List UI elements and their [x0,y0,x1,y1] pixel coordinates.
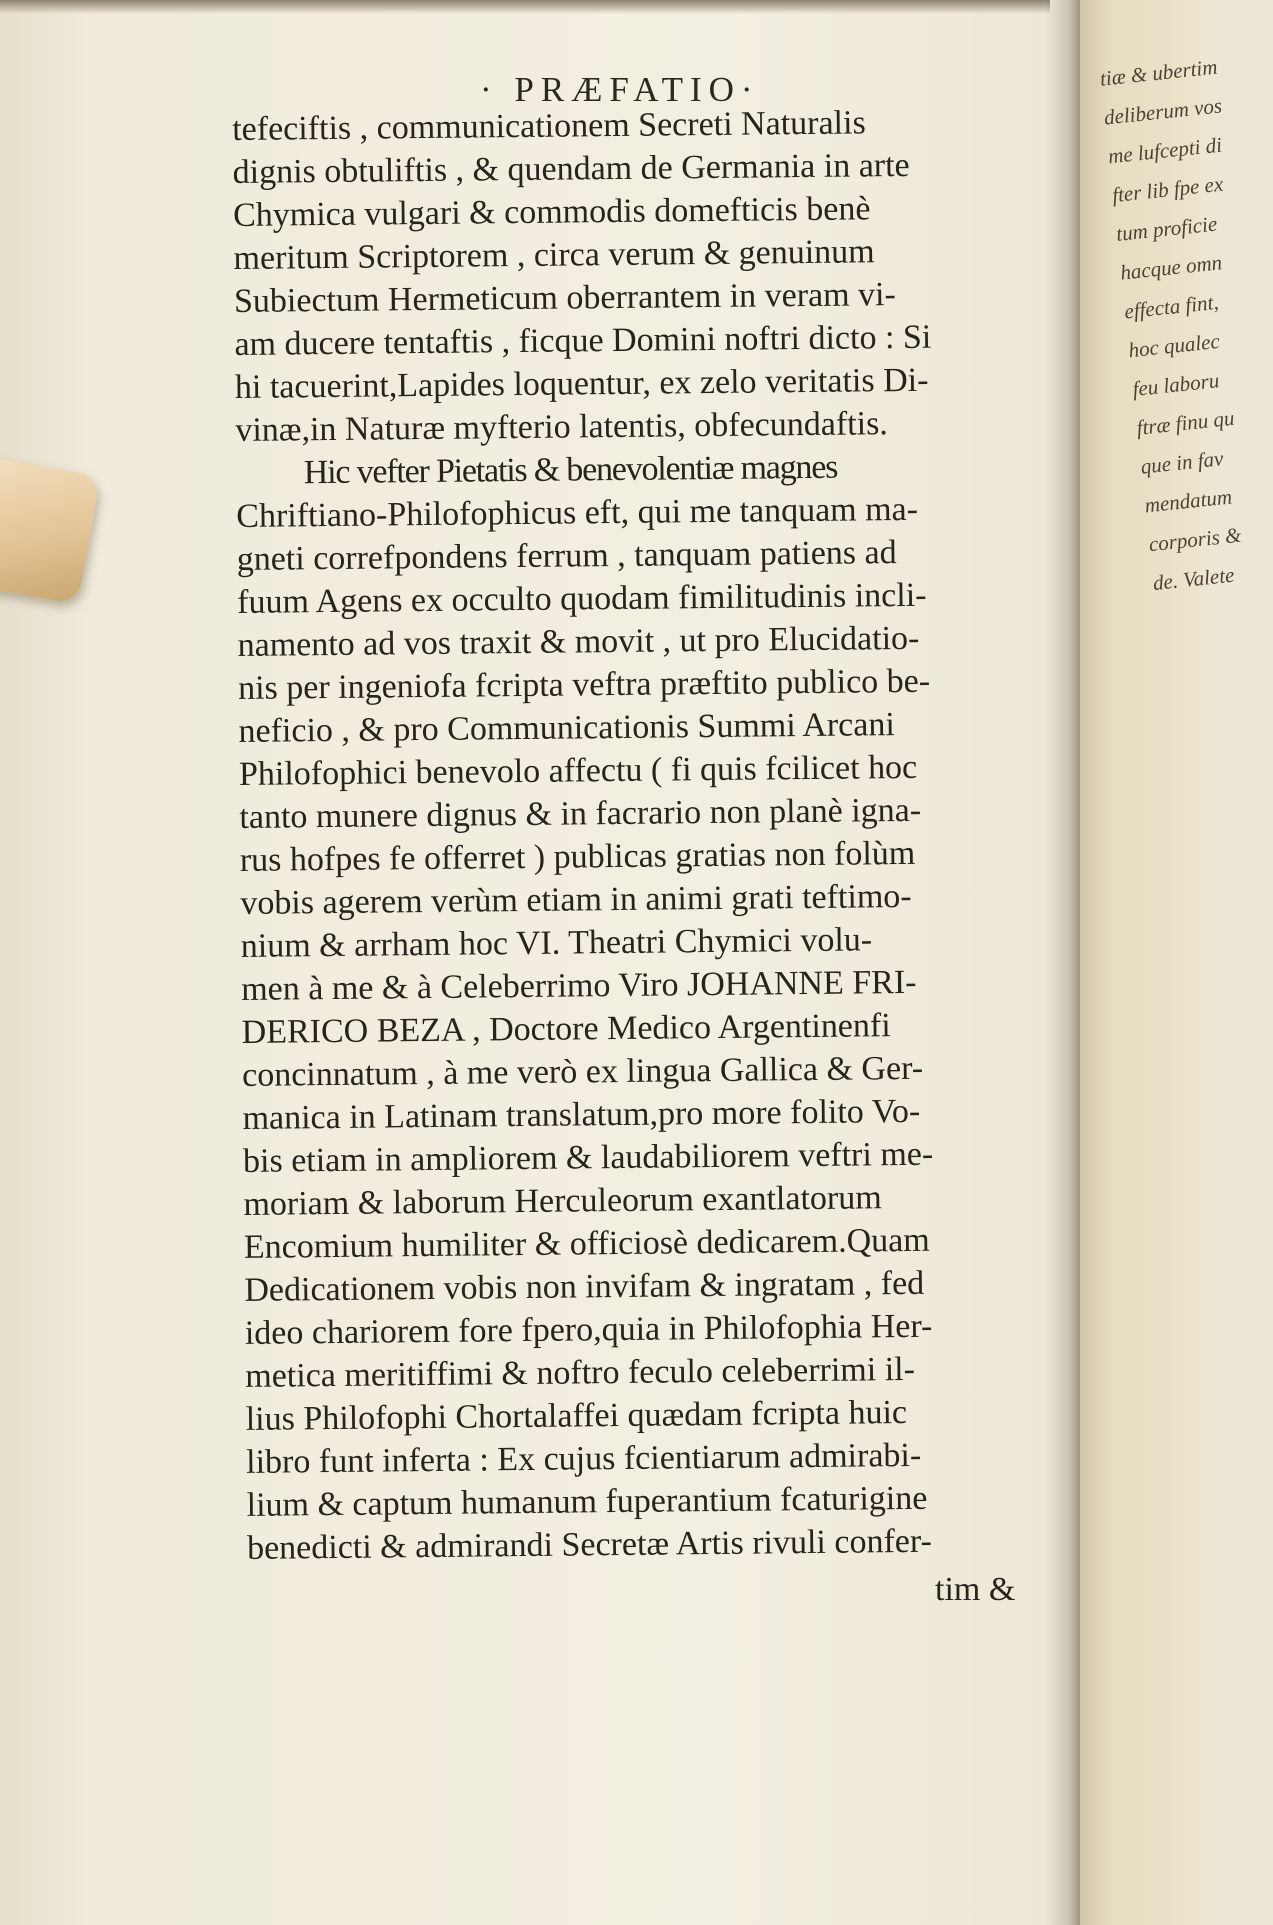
text-line: nium & arrham hoc VI. Theatri Chymici volu- [240,921,873,965]
adjacent-text-line: effecta fint, [1123,289,1220,324]
adjacent-text-line: ftræ finu qu [1135,405,1236,440]
text-line: moriam & laborum Herculeorum exantlatorum [243,1179,882,1223]
running-head: · PRÆFATIO· [480,70,760,109]
text-line: Hic vefter Pietatis & benevolentiæ magnes [303,448,838,492]
text-line: vinæ,in Naturæ myfterio latentis, obfecundaftis. [235,405,889,449]
text-line: neficio , & pro Communicationis Summi Arcani [238,706,895,750]
adjacent-text-line: corporis & [1147,522,1243,557]
gutter-shadow [1045,0,1080,1925]
adjacent-text-line: feu laboru [1131,368,1221,402]
text-line: metica meritiffimi & noftro feculo celeberrimi il- [245,1350,916,1395]
adjacent-text-line: hoc qualec [1127,328,1221,363]
adjacent-text-line: deliberum vos [1102,93,1224,130]
adjacent-text-line: que in fav [1139,446,1225,479]
adjacent-text-line: tum proficie [1115,211,1219,246]
text-line: men à me & à Celeberrimo Viro JOHANNE FRI- [241,963,917,1008]
text-line: Dedicationem vobis non invifam & ingratam , fed [244,1264,925,1309]
text-line: fuum Agens ex occulto quodam fimilitudinis incli- [236,576,927,621]
text-line: libro funt inferta : Ex cujus fcientiarum admirabi- [245,1436,922,1481]
text-line: vobis agerem verùm etiam in animi grati teftimo- [240,877,912,922]
text-line: ideo chariorem fore fpero,quia in Philofophia Her- [244,1307,933,1352]
text-line: DERICO BEZA , Doctore Medico Argentinenfi [241,1007,891,1051]
text-line: Encomium humiliter & officiosè dedicarem.Quam [243,1221,930,1266]
adjacent-text-line: tiæ & ubertim [1098,54,1219,91]
text-line: Philofophici benevolo affectu ( fi quis fcilicet hoc [238,748,918,793]
adjacent-text-line: mendatum [1143,484,1234,518]
text-line: concinnatum , à me verò ex lingua Gallica & Ger- [241,1049,924,1094]
adjacent-text-line: fter lib fpe ex [1110,171,1225,208]
text-line: Subiectum Hermeticum oberrantem in veram vi- [233,276,897,320]
text-line: tanto munere dignus & in facrario non planè igna- [239,791,922,836]
text-line: lius Philofophi Chortalaffei quædam fcripta huic [245,1394,908,1438]
text-line: nis per ingeniofa fcripta veftra præftito publico be- [237,662,931,707]
page-top-edge [0,0,1050,14]
text-line: manica in Latinam translatum,pro more folito Vo- [242,1092,921,1137]
body-text [232,100,1047,1570]
text-line: meritum Scriptorem , circa verum & genuinum [233,233,875,277]
text-line: bis etiam in ampliorem & laudabiliorem veftri me- [242,1135,934,1180]
text-line: hi tacuerint,Lapides loquentur, ex zelo veritatis Di- [234,361,929,406]
text-line: gneti correfpondens ferrum , tanquam patiens ad [236,534,897,578]
text-line: dignis obtuliftis , & quendam de Germania in arte [232,146,910,191]
text-line: lium & captum humanum fuperantium fcaturigine [246,1479,928,1524]
paper-tab-marker [0,456,100,605]
text-line: namento ad vos traxit & movit , ut pro Elucidatio- [237,619,920,664]
text-line: Chymica vulgari & commodis domefticis benè [232,190,871,234]
adjacent-text-line: me lufcepti di [1106,132,1224,169]
text-line: Chriftiano-Philofophicus eft, qui me tanquam ma- [236,490,919,535]
catchword: tim & [935,1571,1016,1608]
adjacent-page-text [1098,49,1264,604]
text-line: am ducere tentaftis , ficque Domini noftri dicto : Si [234,318,932,363]
text-line: tefeciftis , communicationem Secreti Naturalis [232,104,866,148]
adjacent-page-edge [1080,0,1243,1925]
adjacent-text-line: de. Valete [1151,562,1236,596]
adjacent-text-line: hacque omn [1119,250,1224,285]
text-line: benedicti & admirandi Secretæ Artis rivuli confer- [246,1522,933,1567]
text-line: rus hofpes fe offerret ) publicas gratias non folùm [239,834,916,879]
